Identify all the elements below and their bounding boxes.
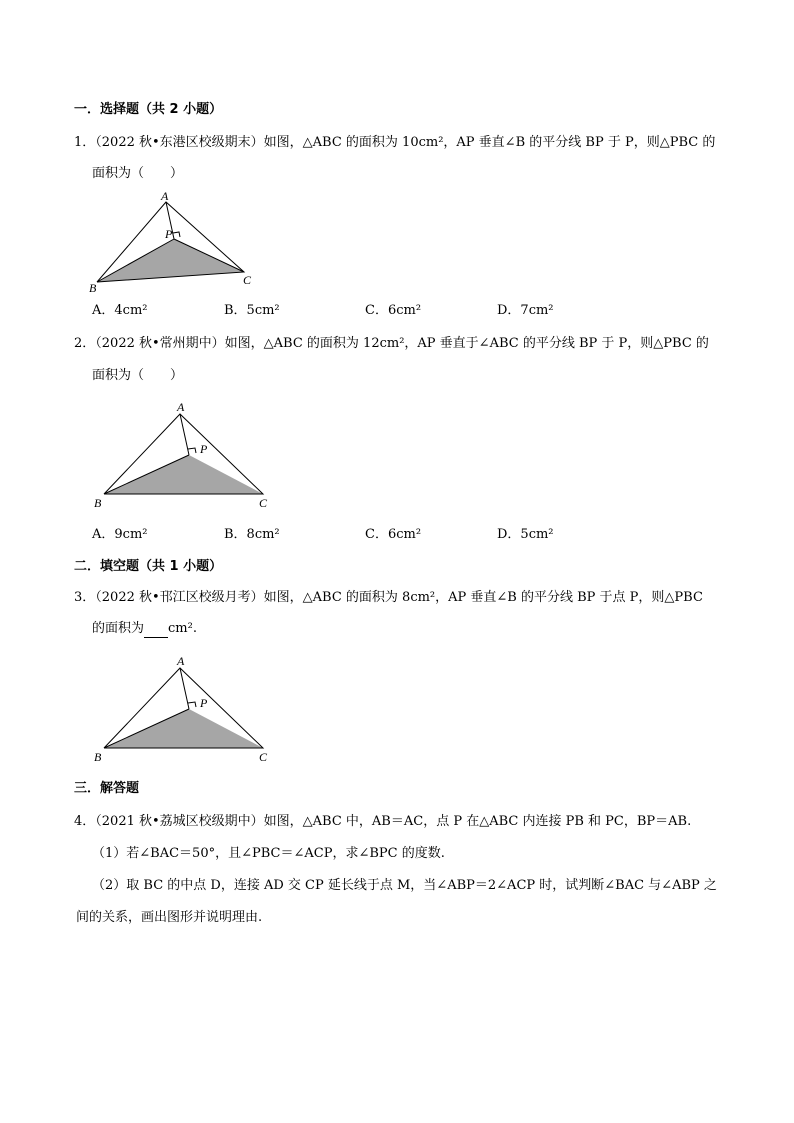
figure-q2 [88,396,278,512]
q1-option-c[interactable]: C．6cm² [365,303,422,318]
figure-q3 [88,650,278,766]
segment-ap [180,668,189,709]
question-3-text: 3．（2022 秋•邗江区校级月考）如图，△ABC 的面积为 8cm²，AP 垂直∠B 的平分线 BP 于点 P，则△PBC [74,590,703,605]
question-3-text-cont [92,620,197,638]
question-1-text: 1．（2022 秋•东港区校级期末）如图，△ABC 的面积为 10cm²，AP 垂直∠B 的平分线 BP 于 P，则△PBC 的 [74,135,716,150]
label-b: B [94,496,102,510]
q1-option-d[interactable]: D．7cm² [497,303,554,318]
right-angle-mark [188,702,196,707]
question-3-unit: cm². [168,621,197,636]
question-4-part-2-cont: 间的关系，画出图形并说明理由. [76,910,263,925]
right-angle-mark [173,232,180,237]
q1-option-b[interactable]: B．5cm² [224,303,280,318]
label-c: C [243,273,252,287]
label-b: B [94,750,102,764]
question-4-part-2: （2）取 BC 的中点 D，连接 AD 交 CP 延长线于点 M，当∠ABP＝2∠ACP 时，试判断∠BAC 与∠ABP 之 [92,878,717,893]
section-heading-choice: 一．选择题（共 2 小题） [74,102,223,117]
q1-option-a[interactable]: A．4cm² [92,303,148,318]
label-c: C [259,496,268,510]
segment-ap [180,414,189,455]
question-1-text-cont: 面积为（ ） [92,166,184,181]
question-2-text: 2．（2022 秋•常州期中）如图，△ABC 的面积为 12cm²，AP 垂直于∠ABC 的平分线 BP 于 P，则△PBC 的 [74,336,709,351]
shaded-triangle-pbc [104,455,263,494]
label-c: C [259,750,268,764]
question-2-text-cont: 面积为（ ） [92,368,184,383]
question-3-prefix: 的面积为 [92,621,145,636]
q2-option-d[interactable]: D．5cm² [497,527,554,542]
right-angle-mark [188,448,196,453]
q2-option-b[interactable]: B．8cm² [224,527,280,542]
label-a: A [177,654,185,668]
label-p: P [165,227,173,241]
label-a: A [177,400,185,414]
answer-blank[interactable] [144,623,168,638]
figure-q1 [84,188,264,292]
label-p: P [200,442,208,456]
q2-option-c[interactable]: C．6cm² [365,527,422,542]
shaded-triangle-pbc [97,239,244,282]
label-a: A [161,189,169,203]
section-heading-fill: 二．填空题（共 1 小题） [74,559,223,574]
shaded-triangle-pbc [104,709,263,748]
q2-option-a[interactable]: A．9cm² [92,527,148,542]
section-heading-answer: 三．解答题 [74,781,140,796]
label-b: B [89,281,97,292]
question-4-text: 4．（2021 秋•荔城区校级期中）如图，△ABC 中，AB＝AC，点 P 在△ABC 内连接 PB 和 PC，BP＝AB. [74,814,692,829]
question-4-part-1: （1）若∠BAC＝50°，且∠PBC＝∠ACP，求∠BPC 的度数. [92,846,445,861]
label-p: P [200,696,208,710]
